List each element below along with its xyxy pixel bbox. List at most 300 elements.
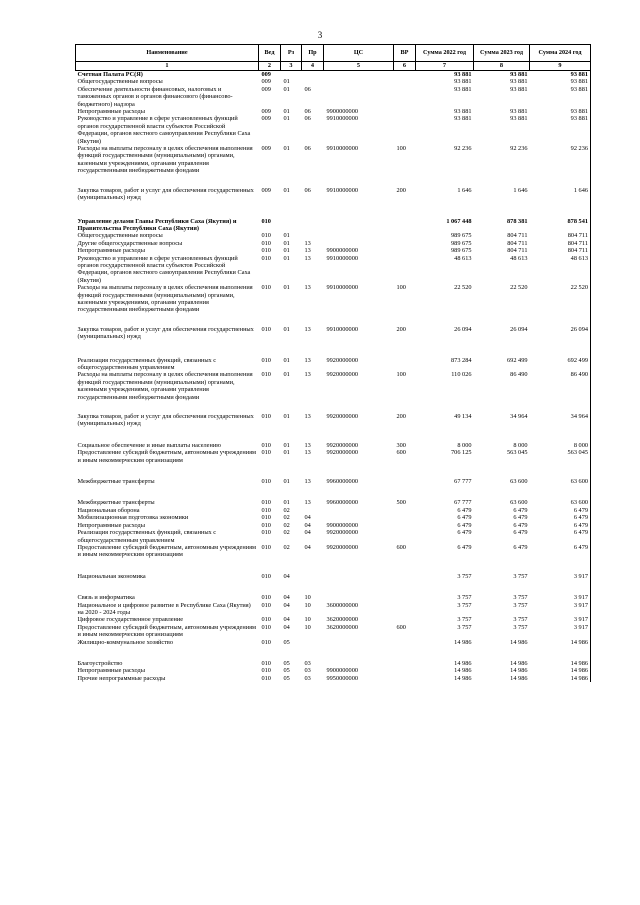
row-ved: 010: [261, 594, 271, 602]
row-name: Расходы на выплаты персоналу в целях обеспечения выполнения функций государственными (муниципальными) органами, казенными учреждениями, органами управления государственными внебюджетными фондами: [77, 284, 253, 314]
row-ved: 009: [261, 78, 271, 86]
row-rz: 01: [283, 108, 290, 116]
row-sum-2023: 22 520: [510, 284, 528, 292]
row-pr: 06: [304, 186, 311, 194]
row-ved: 010: [261, 667, 271, 675]
row-ved: 010: [261, 514, 271, 522]
row-pr: 06: [304, 108, 311, 116]
row-sum-2024: 63 600: [530, 499, 591, 506]
row-sum-2023: 804 711: [507, 247, 528, 255]
table-row: [76, 449, 591, 478]
row-sum-2022: 1 646: [457, 186, 472, 194]
row-ved: 010: [261, 325, 271, 333]
table-row: [76, 218, 591, 233]
row-sum-2022: 67 777: [454, 499, 472, 507]
row-rz: 01: [283, 239, 290, 247]
row-name: Непрограммные расходы: [77, 247, 145, 255]
row-sum-2022: 6 479: [457, 514, 472, 522]
row-sum-2023: 6 479: [513, 521, 528, 529]
row-rz: 04: [283, 616, 290, 624]
row-rz: 01: [283, 371, 290, 379]
row-cs: [324, 86, 394, 108]
row-sum-2024: 22 520: [530, 284, 591, 326]
row-cs: 9900000000: [326, 521, 358, 529]
row-sum-2023: 6 479: [513, 506, 528, 514]
row-rz: 05: [283, 638, 290, 646]
row-sum-2024: 93 881: [530, 108, 591, 115]
table-header-row: [76, 45, 591, 62]
row-ved: 010: [261, 254, 271, 262]
row-sum-2022: 48 613: [454, 254, 472, 262]
row-name: Цифровое государственное управление: [77, 616, 184, 624]
column-number-row: [76, 62, 591, 71]
row-ved: 010: [261, 371, 271, 379]
row-pr: 13: [304, 356, 311, 364]
row-cs: [324, 507, 394, 514]
row-sum-2023: 3 757: [513, 616, 528, 624]
row-sum-2024: 34 964: [530, 413, 591, 442]
row-sum-2023: 93 881: [510, 78, 528, 86]
row-cs: 9920000000: [326, 529, 358, 537]
row-ved: 010: [261, 506, 271, 514]
row-sum-2023: 14 986: [510, 638, 528, 646]
row-pr: 13: [304, 371, 311, 379]
row-sum-2024: 6 479: [530, 529, 591, 544]
row-sum-2022: 1 067 448: [446, 217, 472, 225]
row-ved: 010: [261, 232, 271, 240]
row-sum-2024: 1 646: [530, 187, 591, 218]
row-name: Реализация государственных функций, связанных с общегосударственным управлением: [77, 529, 217, 544]
row-pr: [302, 218, 324, 233]
row-ved: 010: [261, 478, 271, 486]
table-row: [76, 624, 591, 639]
table-row: [76, 616, 591, 623]
row-rz: 05: [283, 659, 290, 667]
row-sum-2022: 93 881: [454, 115, 472, 123]
table-row: [76, 86, 591, 108]
row-sum-2022: 93 881: [454, 85, 472, 93]
row-sum-2024: 48 613: [530, 255, 591, 285]
row-name: Непрограммные расходы: [77, 521, 145, 529]
table-row: [76, 594, 591, 601]
row-cs: 9910000000: [326, 254, 358, 262]
row-vr: [394, 514, 416, 521]
row-rz: 01: [283, 356, 290, 364]
row-pr: [302, 573, 324, 594]
row-pr: 13: [304, 478, 311, 486]
row-cs: 9960000000: [326, 499, 358, 507]
row-sum-2023: 1 646: [513, 186, 528, 194]
row-rz: 01: [283, 449, 290, 457]
row-vr: [394, 478, 416, 499]
row-sum-2022: 873 284: [451, 356, 472, 364]
table-row: [76, 413, 591, 442]
row-cs: 9920000000: [326, 413, 358, 421]
row-pr: 13: [304, 254, 311, 262]
row-sum-2022: 8 000: [457, 441, 472, 449]
row-ved: 010: [261, 616, 271, 624]
row-cs: 3620000000: [326, 623, 358, 631]
row-rz: 01: [283, 284, 290, 292]
row-name: Мобилизационная подготовка экономики: [77, 514, 189, 522]
row-rz: 01: [283, 325, 290, 333]
row-cs: 9920000000: [326, 356, 358, 364]
row-name: Связь и информатика: [77, 594, 135, 602]
row-rz: 01: [283, 232, 290, 240]
row-pr: 10: [304, 623, 311, 631]
column-number: 2: [259, 62, 281, 71]
table-row: [76, 675, 591, 682]
row-name: Закупка товаров, работ и услуг для обеспечения государственных (муниципальных) нужд: [77, 325, 254, 341]
row-cs: 9920000000: [326, 543, 358, 551]
row-rz: 02: [283, 529, 290, 537]
table-row: [76, 108, 591, 115]
header-sum-2022: Сумма 2022 год: [416, 45, 474, 62]
row-pr: 03: [304, 659, 311, 667]
row-pr: 04: [304, 529, 311, 537]
row-sum-2024: 26 094: [530, 326, 591, 357]
row-sum-2024: 3 917: [530, 573, 591, 594]
row-sum-2023: 804 711: [507, 232, 528, 240]
row-sum-2022: 6 479: [457, 506, 472, 514]
row-name: Расходы на выплаты персоналу в целях обеспечения выполнения функций государственными (муниципальными) органами, казенными учреждениями, органами управления государственными внебюджетными фондами: [77, 371, 253, 401]
row-vr: [394, 507, 416, 514]
row-ved: 010: [261, 572, 271, 580]
row-pr: [302, 71, 324, 79]
table-row: [76, 357, 591, 372]
row-rz: 05: [283, 667, 290, 675]
row-cs: 3620000000: [326, 616, 358, 624]
row-sum-2024: 93 881: [530, 71, 591, 79]
column-number: 5: [324, 62, 394, 71]
row-sum-2024: 93 881: [530, 115, 591, 145]
row-vr: [394, 115, 416, 145]
row-ved: 010: [261, 413, 271, 421]
row-cs: 9900000000: [326, 667, 358, 675]
row-sum-2024: 92 236: [530, 145, 591, 187]
header-cs: ЦС: [324, 45, 394, 62]
row-sum-2023: 93 881: [510, 85, 528, 93]
row-vr: [394, 86, 416, 108]
row-name: Национальная экономика: [77, 572, 146, 580]
table-row: [76, 284, 591, 326]
table-row: [76, 115, 591, 145]
row-cs: 9950000000: [326, 674, 358, 682]
row-vr: 200: [396, 413, 406, 421]
row-sum-2022: 3 757: [457, 572, 472, 580]
row-pr: 10: [304, 601, 311, 609]
row-cs: [324, 573, 394, 594]
table-row: [76, 639, 591, 660]
row-ved: 010: [261, 674, 271, 682]
row-vr: [394, 240, 416, 247]
row-name: Общегосударственные вопросы: [77, 232, 163, 240]
row-sum-2022: 3 757: [457, 594, 472, 602]
row-cs: [324, 514, 394, 521]
header-pr: Пр: [302, 45, 324, 62]
row-rz: 01: [283, 247, 290, 255]
row-vr: 600: [396, 543, 406, 551]
row-sum-2022: 26 094: [454, 325, 472, 333]
row-vr: [394, 108, 416, 115]
row-name: Закупка товаров, работ и услуг для обеспечения государственных (муниципальных) нужд: [77, 413, 254, 428]
row-ved: 010: [261, 659, 271, 667]
row-vr: 100: [396, 284, 406, 292]
row-name: Непрограммные расходы: [77, 108, 145, 116]
row-name: Другие общегосударственные вопросы: [77, 239, 183, 247]
row-sum-2024: 804 711: [530, 240, 591, 247]
row-sum-2024: 3 917: [530, 624, 591, 639]
row-name: Национальное и цифровое развитие в Республике Саха (Якутия) на 2020 - 2024 годы: [77, 601, 251, 616]
row-vr: [394, 232, 416, 239]
row-sum-2023: 3 757: [513, 572, 528, 580]
row-rz: 01: [283, 186, 290, 194]
row-sum-2024: 3 917: [530, 602, 591, 617]
row-sum-2023: 63 600: [510, 499, 528, 507]
row-pr: 13: [304, 441, 311, 449]
row-rz: 01: [283, 499, 290, 507]
row-cs: 9910000000: [326, 284, 358, 292]
row-rz: 04: [283, 623, 290, 631]
row-pr: [302, 507, 324, 514]
row-sum-2024: 692 499: [530, 357, 591, 372]
row-pr: 04: [304, 514, 311, 522]
row-sum-2023: 3 757: [513, 594, 528, 602]
row-sum-2023: 26 094: [510, 325, 528, 333]
row-ved: 009: [261, 186, 271, 194]
row-rz: [281, 71, 302, 79]
row-name: Межбюджетные трансферты: [77, 499, 155, 507]
row-cs: 9910000000: [326, 145, 358, 153]
table-row: [76, 187, 591, 218]
row-sum-2022: 93 881: [454, 108, 472, 116]
row-name: Руководство и управление в сфере установленных функций органов государственной власти субъектов Российской Федерации, органов местного самоуправления Республики Саха (Якутия): [77, 115, 251, 145]
column-number: 9: [530, 62, 591, 71]
row-sum-2022: 3 757: [457, 616, 472, 624]
row-cs: [324, 71, 394, 79]
row-ved: 009: [261, 115, 271, 123]
row-vr: [394, 71, 416, 79]
column-number: 3: [281, 62, 302, 71]
row-pr: [302, 639, 324, 660]
row-cs: 9920000000: [326, 449, 358, 457]
row-rz: 01: [283, 441, 290, 449]
row-name: Предоставление субсидий бюджетным, автономным учреждениям и иным некоммерческим организациям: [77, 623, 256, 639]
row-pr: 03: [304, 674, 311, 682]
row-vr: [394, 675, 416, 682]
row-rz: 01: [283, 254, 290, 262]
row-pr: 10: [304, 616, 311, 624]
row-name: Обеспечение деятельности финансовых, налоговых и таможенных органов и органов финансового (финансово-бюджетного) надзора: [77, 85, 233, 108]
row-sum-2024: 804 711: [530, 247, 591, 254]
row-pr: [302, 232, 324, 239]
header-sum-2024: Сумма 2024 год: [530, 45, 591, 62]
row-pr: 13: [304, 284, 311, 292]
row-sum-2023: 3 757: [513, 623, 528, 631]
row-cs: 9900000000: [326, 108, 358, 116]
table-row: [76, 371, 591, 413]
row-sum-2024: 804 711: [530, 232, 591, 239]
row-name: Благоустройство: [77, 659, 123, 667]
row-sum-2024: 6 479: [530, 522, 591, 529]
table-row: [76, 514, 591, 521]
row-sum-2022: 14 986: [454, 667, 472, 675]
row-pr: 13: [304, 413, 311, 421]
table-row: [76, 326, 591, 357]
row-vr: [394, 616, 416, 623]
row-vr: 200: [396, 325, 406, 333]
table-row: [76, 667, 591, 674]
row-sum-2022: 110 026: [451, 371, 472, 379]
row-sum-2023: 6 479: [513, 543, 528, 551]
row-sum-2022: 6 479: [457, 543, 472, 551]
row-ved: 010: [261, 601, 271, 609]
row-cs: [324, 78, 394, 85]
row-cs: 9900000000: [326, 247, 358, 255]
row-ved: 010: [261, 543, 271, 551]
row-pr: 13: [304, 325, 311, 333]
row-sum-2022: 3 757: [457, 601, 472, 609]
row-sum-2022: 989 675: [451, 247, 472, 255]
row-ved: 010: [261, 521, 271, 529]
row-pr: 06: [304, 85, 311, 93]
row-name: Прочие непрограммные расходы: [77, 674, 166, 682]
row-name: Жилищно-коммунальное хозяйство: [77, 638, 174, 646]
row-vr: [394, 522, 416, 529]
row-vr: [394, 78, 416, 85]
row-cs: [324, 639, 394, 660]
row-ved: 009: [261, 71, 271, 78]
row-name: Межбюджетные трансферты: [77, 478, 155, 486]
header-name: Наименование: [76, 45, 259, 62]
row-name: Предоставление субсидий бюджетным, автономным учреждениям и иным некоммерческим организациям: [77, 449, 256, 464]
row-cs: 9910000000: [326, 186, 358, 194]
row-sum-2024: 63 600: [530, 478, 591, 499]
row-pr: 03: [304, 667, 311, 675]
column-number: 1: [76, 62, 259, 71]
row-sum-2023: 804 711: [507, 239, 528, 247]
row-sum-2024: 6 479: [530, 544, 591, 573]
row-sum-2023: 3 757: [513, 601, 528, 609]
row-pr: 04: [304, 521, 311, 529]
row-cs: 9910000000: [326, 115, 358, 123]
row-sum-2022: 6 479: [457, 529, 472, 537]
row-vr: 100: [396, 145, 406, 153]
header-ved: Вед: [259, 45, 281, 62]
table-row: [76, 529, 591, 544]
row-vr: 100: [396, 371, 406, 379]
row-name: Предоставление субсидий бюджетным, автономным учреждениям и иным некоммерческим организациям: [77, 543, 256, 559]
row-rz: 02: [283, 521, 290, 529]
row-sum-2024: 6 479: [530, 514, 591, 521]
row-pr: 10: [304, 594, 311, 602]
row-sum-2023: 86 490: [510, 371, 528, 379]
row-sum-2023: 14 986: [510, 667, 528, 675]
row-pr: 13: [304, 239, 311, 247]
table-row: [76, 78, 591, 85]
row-vr: [394, 639, 416, 660]
row-sum-2023: 93 881: [510, 71, 528, 78]
table-row: [76, 573, 591, 594]
row-vr: [394, 529, 416, 544]
row-sum-2023: 14 986: [510, 659, 528, 667]
row-sum-2024: 14 986: [530, 675, 591, 682]
row-rz: 04: [283, 594, 290, 602]
row-rz: 01: [283, 145, 290, 153]
row-name: Счетная Палата РС(Я): [77, 71, 143, 78]
row-sum-2024: 93 881: [530, 86, 591, 108]
row-vr: 600: [396, 449, 406, 457]
row-sum-2023: 8 000: [513, 441, 528, 449]
table-row: [76, 499, 591, 506]
row-rz: 04: [283, 572, 290, 580]
row-name: Реализация государственных функций, связанных с общегосударственным управлением: [77, 356, 217, 371]
row-sum-2024: 3 917: [530, 616, 591, 623]
row-sum-2022: 93 881: [454, 71, 472, 78]
table-body: [76, 71, 591, 683]
row-sum-2023: 14 986: [510, 674, 528, 682]
row-rz: [281, 218, 302, 233]
row-sum-2023: 878 381: [507, 217, 528, 225]
row-sum-2024: 563 045: [530, 449, 591, 478]
row-sum-2023: 63 600: [510, 478, 528, 486]
table-row: [76, 507, 591, 514]
row-sum-2023: 6 479: [513, 514, 528, 522]
table-row: [76, 247, 591, 254]
row-vr: 500: [396, 499, 406, 507]
row-cs: 9920000000: [326, 371, 358, 379]
table-row: [76, 478, 591, 499]
row-rz: 01: [283, 85, 290, 93]
row-ved: 010: [261, 529, 271, 537]
header-rz: Рз: [281, 45, 302, 62]
row-rz: 01: [283, 115, 290, 123]
row-sum-2024: 8 000: [530, 442, 591, 449]
row-rz: 01: [283, 78, 290, 86]
row-sum-2022: 989 675: [451, 239, 472, 247]
row-sum-2023: 692 499: [507, 356, 528, 364]
row-name: Социальное обеспечение и иные выплаты населению: [77, 441, 221, 449]
table-row: [76, 232, 591, 239]
row-ved: 010: [261, 284, 271, 292]
row-sum-2023: 92 236: [510, 145, 528, 153]
row-sum-2024: 14 986: [530, 660, 591, 667]
row-pr: 04: [304, 543, 311, 551]
row-pr: 06: [304, 115, 311, 123]
row-vr: 600: [396, 623, 406, 631]
row-cs: 9920000000: [326, 441, 358, 449]
table-row: [76, 240, 591, 247]
row-sum-2024: 6 479: [530, 507, 591, 514]
column-number: 8: [474, 62, 530, 71]
row-pr: 13: [304, 449, 311, 457]
row-rz: 04: [283, 601, 290, 609]
table-row: [76, 442, 591, 449]
row-cs: [324, 240, 394, 247]
row-name: Закупка товаров, работ и услуг для обеспечения государственных (муниципальных) нужд: [77, 186, 254, 202]
row-rz: 01: [283, 413, 290, 421]
header-vr: ВР: [394, 45, 416, 62]
row-sum-2023: 93 881: [510, 108, 528, 116]
row-ved: 009: [261, 108, 271, 116]
table-row: [76, 145, 591, 187]
row-rz: 02: [283, 514, 290, 522]
page-number: 3: [317, 30, 323, 40]
row-vr: [394, 573, 416, 594]
row-rz: 01: [283, 478, 290, 486]
row-vr: [394, 594, 416, 601]
row-sum-2022: 14 986: [454, 674, 472, 682]
